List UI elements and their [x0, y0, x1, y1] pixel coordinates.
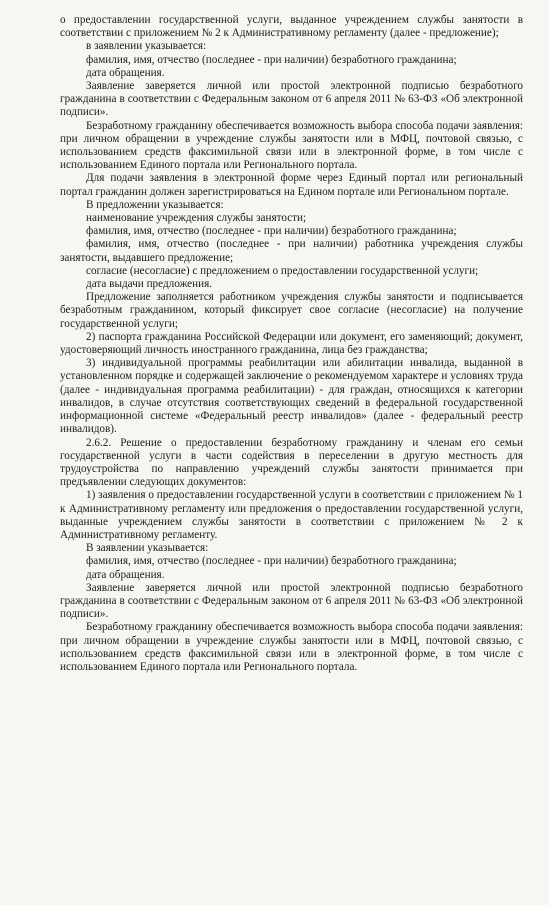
- paragraph: о предоставлении государственной услуги, выданное учреждением службы занятости в соответствии с приложением № 2 к Административному регламенту (далее - предложение);: [60, 14, 523, 40]
- paragraph: согласие (несогласие) с предложением о предоставлении государственной услуги;: [86, 264, 479, 277]
- paragraph: дата выдачи предложения.: [86, 278, 213, 291]
- paragraph: В заявлении указывается:: [86, 542, 209, 555]
- paragraph: 3) индивидуальной программы реабилитации или абилитации инвалида, выданной в установленном порядке и содержащей заключение о рекомендуемом характере и условиях труда (далее - индивидуальная программа реабилитации) - для граждан, относящихся к категории инвалидов, в случае отсутствия соответствующих сведений в федеральной государственной информационной системе «Федеральный реестр инвалидов» (далее - федеральный реестр инвалидов).: [60, 357, 523, 436]
- paragraph: фамилия, имя, отчество (последнее - при наличии) безработного гражданина;: [86, 555, 457, 568]
- paragraph: наименование учреждения службы занятости;: [86, 212, 307, 225]
- paragraph: 1) заявления о предоставлении государственной услуги в соответствии с приложением № 1 к Административному регламенту или предложения о предоставлении государственной услуги, выданные учреждением службы занятости в соответствии с приложением № 2 к Административному регламенту.: [60, 489, 523, 541]
- paragraph: Для подачи заявления в электронной форме через Единый портал или региональный портал гражданин должен зарегистрироваться на Едином портале или Региональном портале.: [60, 172, 523, 198]
- paragraph: Заявление заверяется личной или простой электронной подписью безработного гражданина в соответствии с Федеральным законом от 6 апреля 2011 № 63-ФЗ «Об электронной подписи».: [60, 80, 523, 119]
- paragraph: 2.6.2. Решение о предоставлении безработному гражданину и членам его семьи государственной услуги в части содействия в переселении в другую местность для трудоустройства по направлению учреждений службы занятости принимается при предъявлении следующих документов:: [60, 436, 523, 489]
- paragraph: фамилия, имя, отчество (последнее - при наличии) безработного гражданина;: [86, 225, 457, 238]
- paragraph: дата обращения.: [86, 66, 165, 79]
- paragraph: Заявление заверяется личной или простой электронной подписью безработного гражданина в соответствии с Федеральным законом от 6 апреля 2011 № 63-ФЗ «Об электронной подписи».: [60, 581, 523, 621]
- paragraph: фамилия, имя, отчество (последнее - при наличии) безработного гражданина;: [86, 53, 457, 66]
- paragraph: фамилия, имя, отчество (последнее - при наличии) работника учреждения службы занятости, выдавшего предложение;: [60, 238, 523, 264]
- paragraph: В предложении указывается:: [86, 198, 224, 211]
- paragraph: Безработному гражданину обеспечивается возможность выбора способа подачи заявления: при личном обращении в учреждение службы занятости или в МФЦ, почтовой связью, с использованием средств факсимильной связи или в электронной форме, в том числе с использованием Единого портала или Регионального портала.: [60, 119, 523, 172]
- paragraph: Предложение заполняется работником учреждения службы занятости и подписывается безработным гражданином, который фиксирует свое согласие (несогласие) на получение государственной услуги;: [60, 291, 523, 330]
- paragraph: в заявлении указывается:: [86, 40, 207, 53]
- paragraph: Безработному гражданину обеспечивается возможность выбора способа подачи заявления: при личном обращении в учреждение службы занятости или в МФЦ, почтовой связью, с использованием средств факсимильной связи или в электронной форме, в том числе с использованием Единого портала или Регионального портала.: [60, 621, 523, 673]
- document-body: [60, 14, 523, 674]
- paragraph: дата обращения.: [86, 568, 165, 581]
- paragraph: 2) паспорта гражданина Российской Федерации или документ, его заменяющий; документ, удостоверяющий личность иностранного гражданина, лица без гражданства;: [60, 330, 523, 357]
